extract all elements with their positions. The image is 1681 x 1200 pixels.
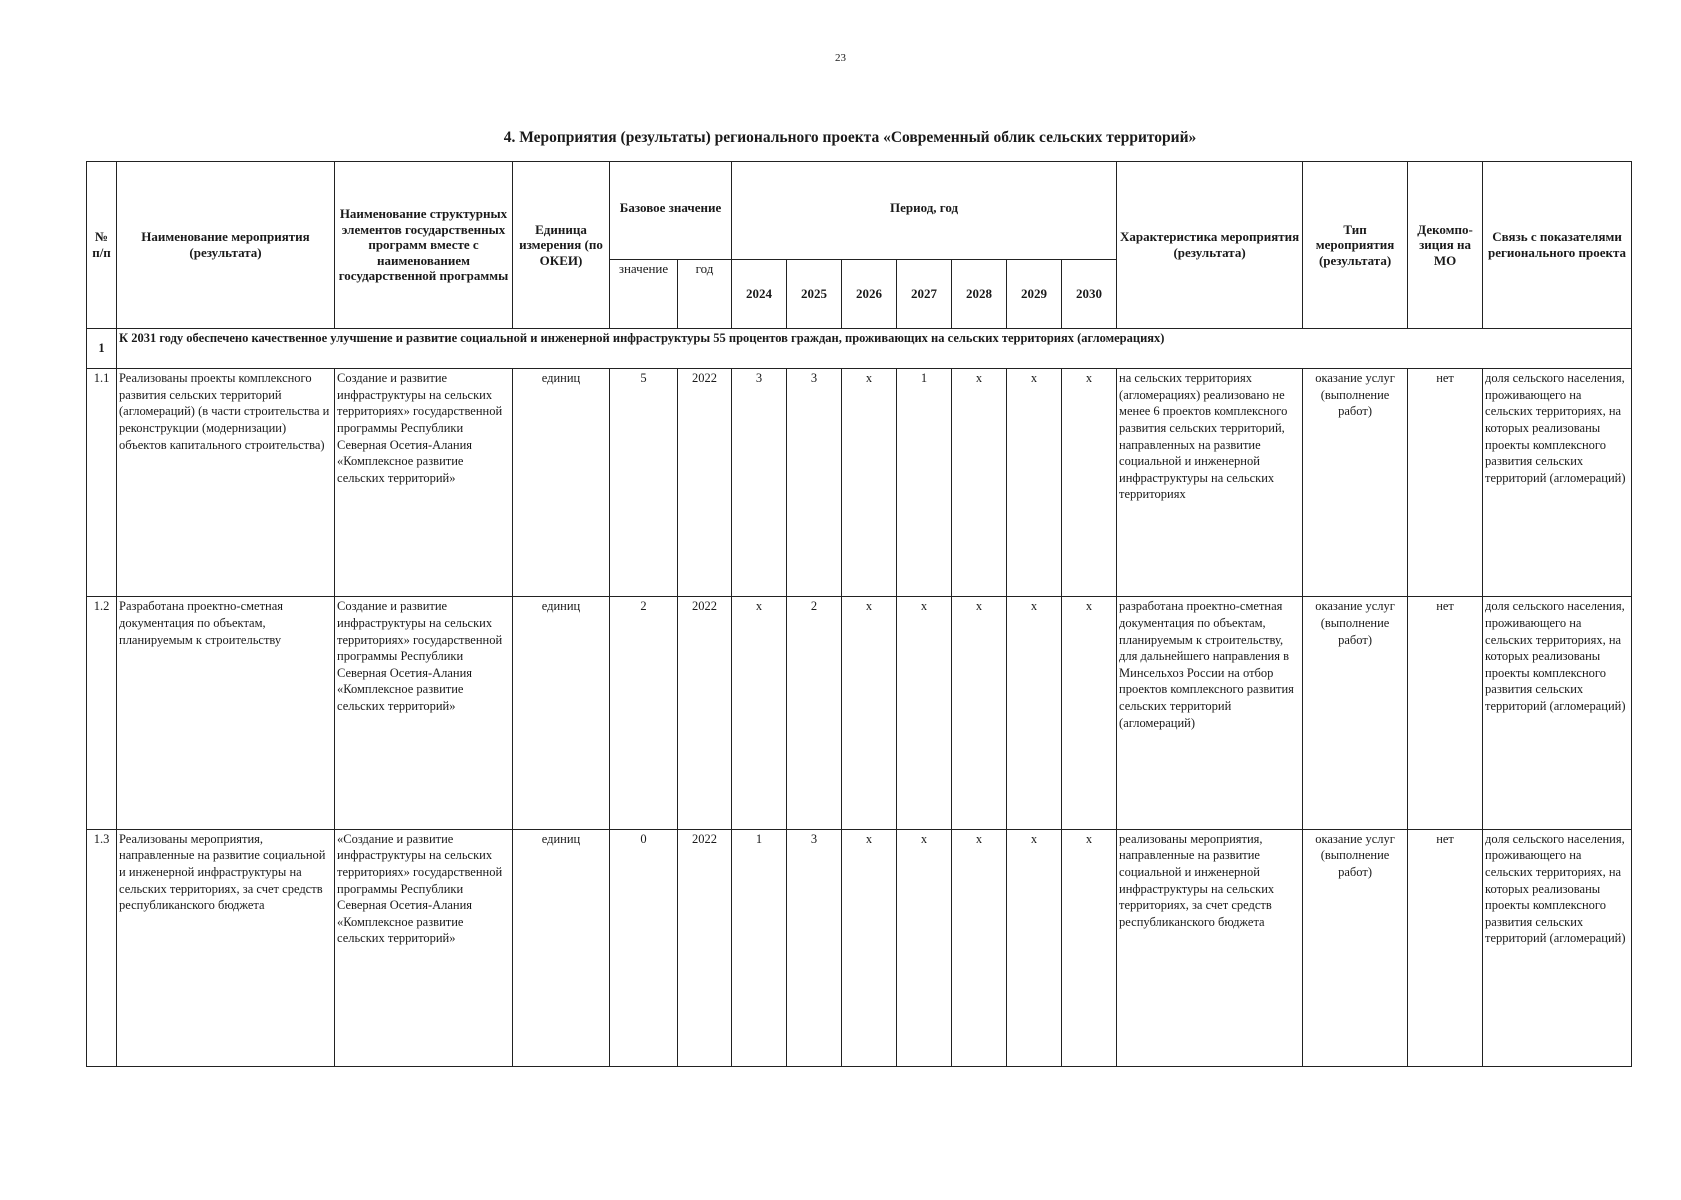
header-characteristic: Характеристика мероприятия (результата) — [1117, 162, 1303, 329]
header-period: Период, год — [732, 162, 1117, 260]
row-unit: единиц — [513, 369, 610, 597]
row-type: оказание услуг (выполнение работ) — [1303, 369, 1408, 597]
row-num: 1.2 — [87, 597, 117, 829]
row-decomp: нет — [1408, 829, 1483, 1066]
header-year: 2024 — [732, 260, 787, 329]
header-base: Базовое значение — [610, 162, 732, 260]
row-characteristic: реализованы мероприятия, направленные на развитие социальной и инженерной инфраструктуры на сельских территориях, за счет средств республиканского бюджета — [1117, 829, 1303, 1066]
row-unit: единиц — [513, 829, 610, 1066]
row-year-value: х — [842, 597, 897, 829]
row-year-value: х — [732, 597, 787, 829]
row-year-value: х — [952, 829, 1007, 1066]
row-year-value: 3 — [787, 369, 842, 597]
header-year: 2025 — [787, 260, 842, 329]
row-num: 1.3 — [87, 829, 117, 1066]
row-characteristic: на сельских территориях (агломерациях) реализовано не менее 6 проектов комплексного развития сельских территорий, направленных на развитие социальной и инженерной инфраструктуры на сельских территориях — [1117, 369, 1303, 597]
row-year-value: х — [1007, 369, 1062, 597]
row-year-value: х — [897, 597, 952, 829]
row-base-year: 2022 — [678, 829, 732, 1066]
row-characteristic: разработана проектно-сметная документация по объектам, планируемым к строительству, для дальнейшего направления в Минсельхоз России на отбор проектов комплексного развития сельских территорий (агломераций) — [1117, 597, 1303, 829]
row-year-value: х — [1007, 829, 1062, 1066]
section-title: 4. Мероприятия (результаты) регионального проекта «Современный облик сельских территорий» — [503, 129, 1197, 146]
header-type: Тип мероприятия (результата) — [1303, 162, 1408, 329]
row-structural: Создание и развитие инфраструктуры на сельских территориях» государственной программы Республики Северная Осетия-Алания «Комплексное развитие сельских территорий» — [335, 597, 513, 829]
row-name: Реализованы проекты комплексного развития сельских территорий (агломераций) (в части строительства и реконструкции (модернизации) объектов капитального строительства) — [117, 369, 335, 597]
row-year-value: х — [1062, 597, 1117, 829]
header-base-value: значение — [610, 260, 678, 329]
row-year-value: х — [1007, 597, 1062, 829]
table-row — [87, 829, 1632, 1066]
row-structural: Создание и развитие инфраструктуры на сельских территориях» государственной программы Республики Северная Осетия-Алания «Комплексное развитие сельских территорий» — [335, 369, 513, 597]
table-row — [87, 369, 1632, 597]
row-base-value: 2 — [610, 597, 678, 829]
header-link: Связь с показателями регионального проекта — [1483, 162, 1632, 329]
row-link: доля сельского населения, проживающего на сельских территориях, на которых реализованы проекты комплексного развития сельских территорий (агломераций) — [1483, 829, 1632, 1066]
row-type: оказание услуг (выполнение работ) — [1303, 829, 1408, 1066]
row-name: Разработана проектно-сметная документация по объектам, планируемым к строительству — [117, 597, 335, 829]
header-structural: Наименование структурных элементов государственных программ вместе с наименованием государственной программы — [335, 162, 513, 329]
header-year: 2027 — [897, 260, 952, 329]
row-year-value: 1 — [897, 369, 952, 597]
row-year-value: х — [952, 597, 1007, 829]
row-year-value: 3 — [732, 369, 787, 597]
header-year: 2028 — [952, 260, 1007, 329]
row-year-value: 3 — [787, 829, 842, 1066]
row-year-value: 2 — [787, 597, 842, 829]
row-base-year: 2022 — [678, 369, 732, 597]
row-year-value: х — [952, 369, 1007, 597]
row-year-value: х — [1062, 829, 1117, 1066]
row-base-value: 5 — [610, 369, 678, 597]
row-link: доля сельского населения, проживающего на сельских территориях, на которых реализованы проекты комплексного развития сельских территорий (агломераций) — [1483, 369, 1632, 597]
row-year-value: х — [1062, 369, 1117, 597]
row-year-value: х — [842, 829, 897, 1066]
header-year: 2029 — [1007, 260, 1062, 329]
header-year: 2030 — [1062, 260, 1117, 329]
row-name: Реализованы мероприятия, направленные на развитие социальной и инженерной инфраструктуры на сельских территориях, за счет средств республиканского бюджета — [117, 829, 335, 1066]
row-structural: «Создание и развитие инфраструктуры на сельских территориях» государственной программы Республики Северная Осетия-Алания «Комплексное развитие сельских территорий» — [335, 829, 513, 1066]
row-decomp: нет — [1408, 369, 1483, 597]
row-base-year: 2022 — [678, 597, 732, 829]
row-year-value: х — [897, 829, 952, 1066]
header-base-year: год — [678, 260, 732, 329]
row-unit: единиц — [513, 597, 610, 829]
header-name: Наименование мероприятия (результата) — [117, 162, 335, 329]
row-num: 1.1 — [87, 369, 117, 597]
header-unit: Единица измерения (по ОКЕИ) — [513, 162, 610, 329]
row-link: доля сельского населения, проживающего на сельских территориях, на которых реализованы проекты комплексного развития сельских территорий (агломераций) — [1483, 597, 1632, 829]
goal-row — [87, 329, 1632, 369]
goal-text: К 2031 году обеспечено качественное улучшение и развитие социальной и инженерной инфраструктуры 55 процентов граждан, проживающих на сельских территориях (агломерациях) — [117, 329, 1632, 369]
row-year-value: 1 — [732, 829, 787, 1066]
projects-table — [86, 161, 1632, 1067]
row-type: оказание услуг (выполнение работ) — [1303, 597, 1408, 829]
row-decomp: нет — [1408, 597, 1483, 829]
row-year-value: х — [842, 369, 897, 597]
header-decomp: Декомпо-зиция на МО — [1408, 162, 1483, 329]
header-num: № п/п — [87, 162, 117, 329]
row-base-value: 0 — [610, 829, 678, 1066]
table-row — [87, 597, 1632, 829]
goal-num: 1 — [87, 329, 117, 369]
page-number: 23 — [835, 52, 846, 64]
header-year: 2026 — [842, 260, 897, 329]
